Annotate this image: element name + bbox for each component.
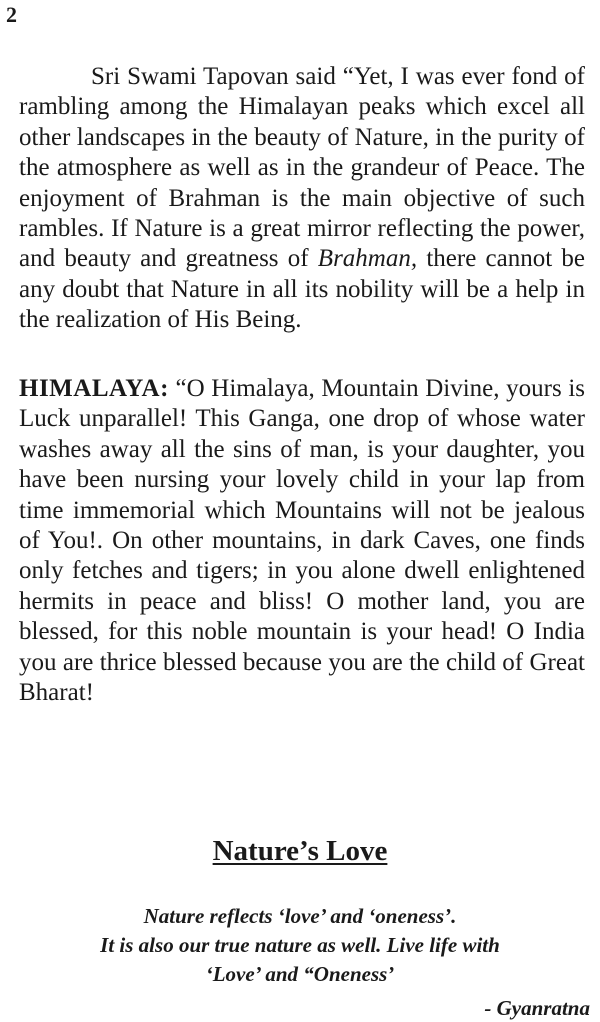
paragraph-2-lead: HIMALAYA:: [19, 375, 169, 402]
quote-line: ‘Love’ and “Oneness’: [205, 962, 395, 986]
quote-attribution: - Gyanratna: [484, 996, 590, 1020]
quote-line: Nature reflects ‘love’ and ‘oneness’.: [143, 904, 457, 928]
paragraph-1-italic-brahman: Brahman,: [317, 245, 418, 273]
section-heading: [0, 834, 600, 868]
closing-quote: [0, 902, 600, 989]
paragraph-1-text-end: there cannot be any doubt that Nature in all its nobility will be a help in the realization of His Being.: [19, 245, 585, 334]
paragraph-tapovan-quote: [19, 62, 585, 336]
paragraph-2-text: “O Himalaya, Mountain Divine, yours is Luck unparallel! This Ganga, one drop of whose water washes away all the sins of man, is your daughter, you have been nursing your lovely child in your lap from time immemorial which Mountains will not be jealous of You!. On other mountains, in dark Caves, one finds only fetches and tigers; in you alone dwell enlightened hermits in peace and bliss! O mother land, you are blessed, for this noble mountain is your head! O India you are thrice blessed because you are the child of Great Bharat!: [19, 375, 585, 707]
paragraph-1-text-start: Sri Swami Tapovan said “Yet, I was ever fond of rambling among the Himalayan peaks which excel all other landscapes in the beauty of Nature, in the purity of the atmosphere as well as in the grandeur of Peace. The enjoyment of Brahman is the main objective of such rambles. If Nature is a great mirror reflecting the power, and beauty and greatness of: [19, 63, 585, 273]
section-heading-text: Nature’s Love: [212, 835, 388, 867]
quote-line: It is also our true nature as well. Live life with: [100, 933, 500, 957]
paragraph-himalaya: [19, 374, 585, 708]
page-number: 2: [6, 2, 17, 27]
